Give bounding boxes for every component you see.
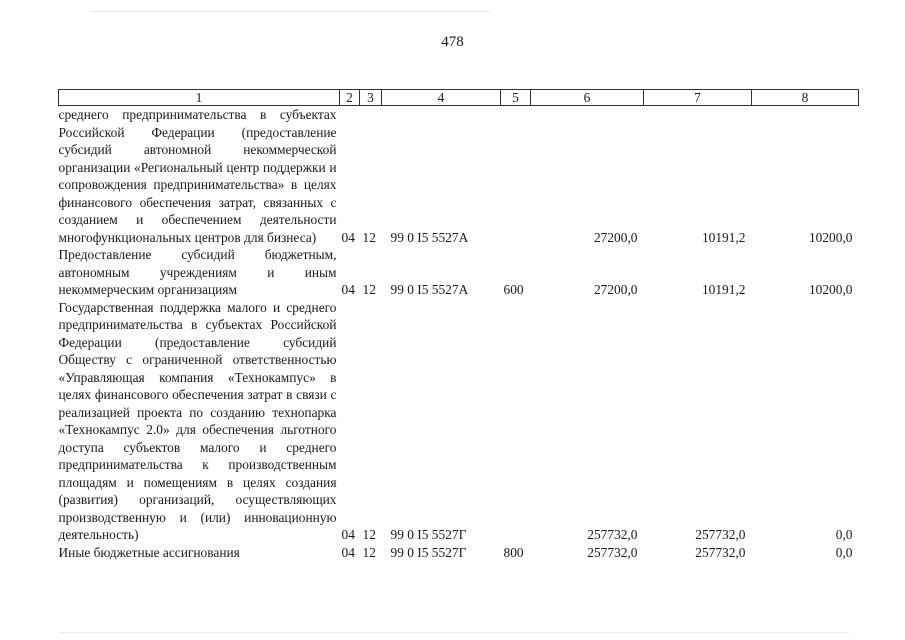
- header-row: [59, 90, 859, 106]
- section-code: 04: [341, 527, 355, 542]
- amount-col-8: 10200,0: [808, 229, 853, 245]
- amount-col-6: 27200,0: [593, 282, 638, 297]
- target-article-code: 99 0 I5 5527А: [390, 229, 469, 245]
- col-header-7: 7: [644, 90, 752, 106]
- col-header-5: 5: [501, 90, 531, 106]
- subsection-code: 12: [362, 282, 376, 297]
- amount-col-7: 257732,0: [695, 544, 746, 560]
- subsection-code: 12: [362, 544, 376, 560]
- subsection-code: 12: [362, 527, 376, 542]
- amount-col-7: 10191,2: [701, 229, 746, 245]
- row-name: среднего предпринимательства в субъектах Российской Федерации (предоставление субсидий автономной некоммерческой организации «Региональный центр поддержки и сопровождения предпринимательства» в целях финансового обеспечения затрат, связанных с созданием и обеспечением деятельности многофункциональных центров для бизнеса): [58, 107, 337, 245]
- table-row: [59, 106, 859, 247]
- budget-table: [58, 89, 859, 561]
- table-row: [59, 246, 859, 299]
- scan-artifact-bottom: [60, 632, 850, 633]
- section-code: 04: [341, 282, 355, 297]
- row-name: Предоставление субсидий бюджетным, автономным учреждениям и иным некоммерческим организациям: [58, 247, 337, 297]
- target-article-code: 99 0 I5 5527А: [390, 282, 469, 297]
- expense-type-code: [501, 299, 531, 544]
- table-row: [59, 299, 859, 544]
- amount-col-8: 0,0: [835, 527, 853, 542]
- row-name: Иные бюджетные ассигнования: [58, 544, 240, 560]
- expense-type-code: 800: [503, 544, 524, 560]
- col-header-4: 4: [382, 90, 501, 106]
- col-header-3: 3: [360, 90, 382, 106]
- target-article-code: 99 0 I5 5527Г: [390, 544, 467, 560]
- amount-col-7: 257732,0: [695, 527, 746, 542]
- amount-col-6: 257732,0: [587, 544, 638, 560]
- target-article-code: 99 0 I5 5527Г: [390, 527, 467, 542]
- scan-artifact-top: [90, 11, 490, 12]
- section-code: 04: [341, 544, 355, 560]
- expense-type-code: 600: [503, 282, 524, 297]
- expense-type-code: [501, 106, 531, 247]
- col-header-2: 2: [340, 90, 360, 106]
- subsection-code: 12: [362, 229, 376, 245]
- page-number: 478: [441, 34, 464, 50]
- amount-col-6: 27200,0: [593, 229, 638, 245]
- amount-col-8: 10200,0: [808, 282, 853, 297]
- amount-col-6: 257732,0: [587, 527, 638, 542]
- col-header-8: 8: [752, 90, 859, 106]
- col-header-1: 1: [59, 90, 340, 106]
- section-code: 04: [341, 229, 355, 245]
- col-header-6: 6: [531, 90, 644, 106]
- amount-col-8: 0,0: [835, 544, 853, 560]
- amount-col-7: 10191,2: [701, 282, 746, 297]
- table-row: [59, 544, 859, 562]
- row-name: Государственная поддержка малого и среднего предпринимательства в субъектах Российской Федерации (предоставление субсидий Обществу с ограниченной ответственностью «Управляющая компания «Технокампус» в целях финансового обеспечения затрат в связи с реализацией проекта по созданию технопарка «Технокампус 2.0» для обеспечения льготного доступа субъектов малого и среднего предпринимательства к производственным площадям и помещениям в целях создания (развития) организаций, осуществляющих производственную и (или) инновационную деятельность): [58, 299, 337, 542]
